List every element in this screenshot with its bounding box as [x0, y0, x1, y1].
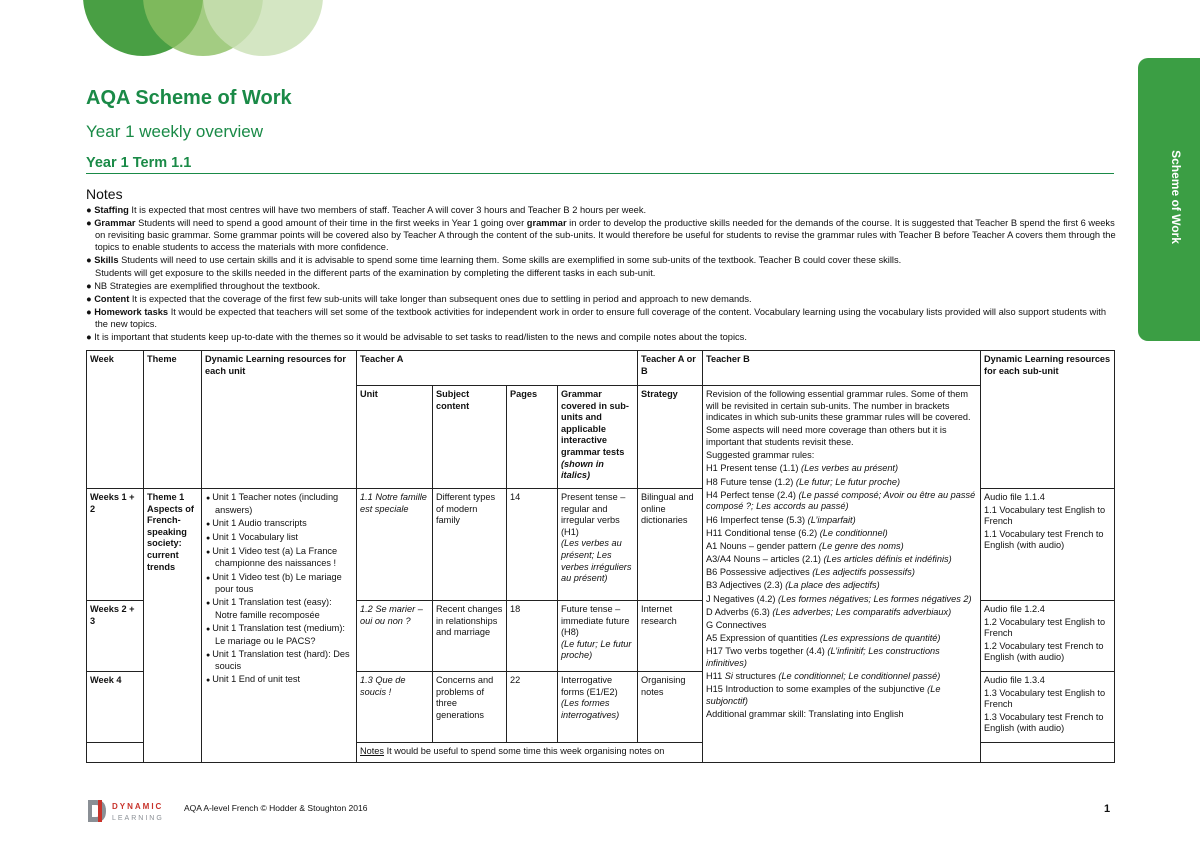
teacher-b-coverage: Some aspects will need more coverage than others but it is important that students revisit these.	[706, 425, 947, 447]
grammar-cell: Interrogative forms (E1/E2) (Les formes interrogatives)	[558, 672, 638, 743]
grammar-rule: H1 Present tense (1.1) (Les verbes au présent)	[706, 463, 899, 474]
theme-cell: Theme 1 Aspects of French-speaking society: current trends	[144, 489, 202, 763]
subheader-pages: Pages	[507, 386, 558, 489]
resource-item: ● Unit 1 Audio transcripts	[215, 518, 353, 531]
sub-unit-resources-cell: Audio file 1.2.4 1.2 Vocabulary test English to French 1.2 Vocabulary test French to English (with audio)	[981, 601, 1115, 672]
grammar-cell: Present tense – regular and irregular verbs (H1) (Les verbes au présent; Les verbes irréguliers au présent)	[558, 489, 638, 601]
teacher-b-intro: Revision of the following essential grammar rules. Some of them will be revisited in certain sub-units. The number in brackets indicates in which sub-units these grammar rules will be covered.	[706, 389, 971, 423]
strategy-cell: Bilingual and online dictionaries	[638, 489, 703, 601]
note-strategies: ● NB Strategies are exemplified throughout the textbook.	[86, 280, 321, 291]
term-heading: Year 1 Term 1.1	[86, 155, 192, 171]
header-teacher-a: Teacher A	[357, 351, 638, 386]
notes-cell: Notes It would be useful to spend some time this week organising notes on	[357, 743, 703, 763]
subheader-subject: Subject content	[433, 386, 507, 489]
note-grammar: ● Grammar Students will need to spend a good amount of their time in the first weeks in Year 1 going over grammar in order to develop the productive skills needed for the demands of the course. It is suggested that Teacher B spend the first 6 weeks on revisiting basic grammar. Some grammar points will be covered also by Teacher A through the content of the sub-units. It would therefore be useful for students to revise the grammar rules with Teacher B before Teacher A covers them through the topics to enable students to access the materials with more confidence.	[86, 218, 1116, 253]
note-staffing: ● Staffing It is expected that most centres will have two members of staff. Teacher A will cover 3 hours and Teacher B 2 hours per week.	[86, 205, 647, 215]
week-cell-empty	[87, 743, 144, 763]
subheader-unit: Unit	[357, 386, 433, 489]
week-cell: Weeks 2 + 3	[87, 601, 144, 672]
strategy-cell: Internet research	[638, 601, 703, 672]
subject-cell: Recent changes in relationships and marriage	[433, 601, 507, 672]
heading-divider	[86, 173, 1114, 174]
header-dl-resources: Dynamic Learning resources for each unit	[202, 351, 357, 489]
subheader-grammar: Grammar covered in sub-units and applicable interactive grammar tests (shown in italics)	[558, 386, 638, 489]
note-homework: ● Homework tasks It would be expected that teachers will set some of the textbook activities for independent work in order to ensure full coverage of the content. Vocabulary learning using the vocabulary lists provided will also support students with the new topics.	[86, 306, 1107, 329]
resource-item: ● Unit 1 Translation test (easy): Notre famille recomposée	[215, 597, 353, 621]
unit-cell: 1.1 Notre famille est speciale	[357, 489, 433, 601]
page-title: AQA Scheme of Work	[86, 87, 292, 109]
grammar-rule: H8 Future tense (1.2) (Le futur; Le futur proche)	[706, 476, 901, 487]
dynamic-learning-logo	[86, 797, 178, 825]
svg-text:LEARNING: LEARNING	[112, 815, 164, 822]
unit-resources-cell	[202, 489, 357, 763]
grammar-rule: A1 Nouns – gender pattern (Le genre des noms)	[706, 540, 904, 551]
note-content: ● Content It is expected that the coverage of the first few sub-units will take longer than subsequent ones due to settling in period and approach to new demands.	[86, 293, 752, 304]
grammar-rule: H17 Two verbs together (4.4) (L’infinitif; Les constructions infinitives)	[706, 646, 940, 668]
grammar-rule: D Adverbs (6.3) (Les adverbes; Les comparatifs adverbiaux)	[706, 606, 952, 617]
header-teacher-b: Teacher B	[703, 351, 981, 386]
unit-cell: 1.3 Que de soucis !	[357, 672, 433, 743]
subject-cell: Different types of modern family	[433, 489, 507, 601]
week-cell: Week 4	[87, 672, 144, 743]
sub-unit-resources-cell: Audio file 1.1.4 1.1 Vocabulary test English to French 1.1 Vocabulary test French to English (with audio)	[981, 489, 1115, 601]
strategy-cell: Organising notes	[638, 672, 703, 743]
teacher-b-suggested: Suggested grammar rules:	[706, 450, 815, 461]
note-themes: ● It is important that students keep up-to-date with the themes so it would be advisable to set tasks to read/listen to the news and compile notes about the topics.	[86, 331, 747, 342]
grammar-rule: H11 Conditional tense (6.2) (Le conditionnel)	[706, 527, 888, 538]
grammar-rule: H11 Si structures (Le conditionnel; Le conditionnel passé)	[706, 671, 941, 682]
pages-cell: 14	[507, 489, 558, 601]
grammar-rule: G Connectives	[706, 620, 767, 630]
subheader-strategy: Strategy	[638, 386, 703, 489]
resource-item: ● Unit 1 Video test (a) La France championne des naissances !	[215, 546, 353, 570]
side-tab	[1138, 58, 1200, 341]
resource-item: ● Unit 1 Translation test (hard): Des soucis	[215, 649, 353, 673]
notes-list	[86, 204, 1116, 344]
resource-item: ● Unit 1 Vocabulary list	[215, 532, 353, 545]
page-number: 1	[1104, 803, 1111, 815]
grammar-rule: Additional grammar skill: Translating into English	[706, 709, 904, 720]
sub-unit-resources-empty	[981, 743, 1115, 763]
header-theme: Theme	[144, 351, 202, 489]
resource-item: ● Unit 1 End of unit test	[215, 674, 353, 687]
pages-cell: 22	[507, 672, 558, 743]
scheme-table	[86, 350, 1115, 763]
header-dl-resources-sub: Dynamic Learning resources for each sub-unit	[981, 351, 1115, 489]
grammar-rule: B6 Possessive adjectives (Les adjectifs possessifs)	[706, 567, 915, 578]
svg-text:DYNAMIC: DYNAMIC	[112, 802, 164, 811]
resource-item: ● Unit 1 Translation test (medium): Le mariage ou le PACS?	[215, 623, 353, 647]
grammar-cell: Future tense – immediate future (H8) (Le futur; Le futur proche)	[558, 601, 638, 672]
note-skills: ● Skills Students will need to use certain skills and it is advisable to spend some time learning them. Some skills are exemplified in some sub-units of the textbook. Teacher B could cover these skills. Students will get exposure to the skills needed in the different parts of the examination by completing the different tasks in each sub-unit.	[86, 255, 902, 278]
grammar-rule: H15 Introduction to some examples of the subjunctive (Le subjonctif)	[706, 684, 941, 706]
grammar-rule: H6 Imperfect tense (5.3) (L’imparfait)	[706, 514, 856, 525]
week-cell: Weeks 1 + 2	[87, 489, 144, 601]
footer-copyright: AQA A-level French © Hodder & Stoughton 2016	[184, 803, 368, 813]
header-teacher-a-or-b: Teacher A or B	[638, 351, 703, 386]
grammar-rule: J Negatives (4.2) (Les formes négatives; Les formes négatives 2)	[706, 593, 972, 604]
resource-item: ● Unit 1 Video test (b) Le mariage pour tous	[215, 572, 353, 596]
page-subtitle: Year 1 weekly overview	[86, 122, 264, 141]
grammar-rule: A5 Expression of quantities (Les expressions de quantité)	[706, 633, 941, 644]
grammar-rule: A3/A4 Nouns – articles (2.1) (Les articles définis et indéfinis)	[706, 554, 952, 565]
pages-cell: 18	[507, 601, 558, 672]
header-row	[87, 351, 1115, 386]
grammar-rule: H4 Perfect tense (2.4) (Le passé composé; Avoir ou être au passé composé ?; Les accords au passé)	[706, 489, 976, 512]
resource-item: ● Unit 1 Teacher notes (including answers)	[215, 492, 353, 516]
unit-cell: 1.2 Se marier – oui ou non ?	[357, 601, 433, 672]
grammar-rule: B3 Adjectives (2.3) (La place des adjectifs)	[706, 580, 880, 591]
sub-unit-resources-cell: Audio file 1.3.4 1.3 Vocabulary test English to French 1.3 Vocabulary test French to English (with audio)	[981, 672, 1115, 743]
notes-heading: Notes	[86, 186, 123, 202]
side-tab-label: Scheme of Work	[1169, 150, 1183, 244]
teacher-b-grammar-cell	[703, 386, 981, 763]
subject-cell: Concerns and problems of three generations	[433, 672, 507, 743]
header-week: Week	[87, 351, 144, 489]
